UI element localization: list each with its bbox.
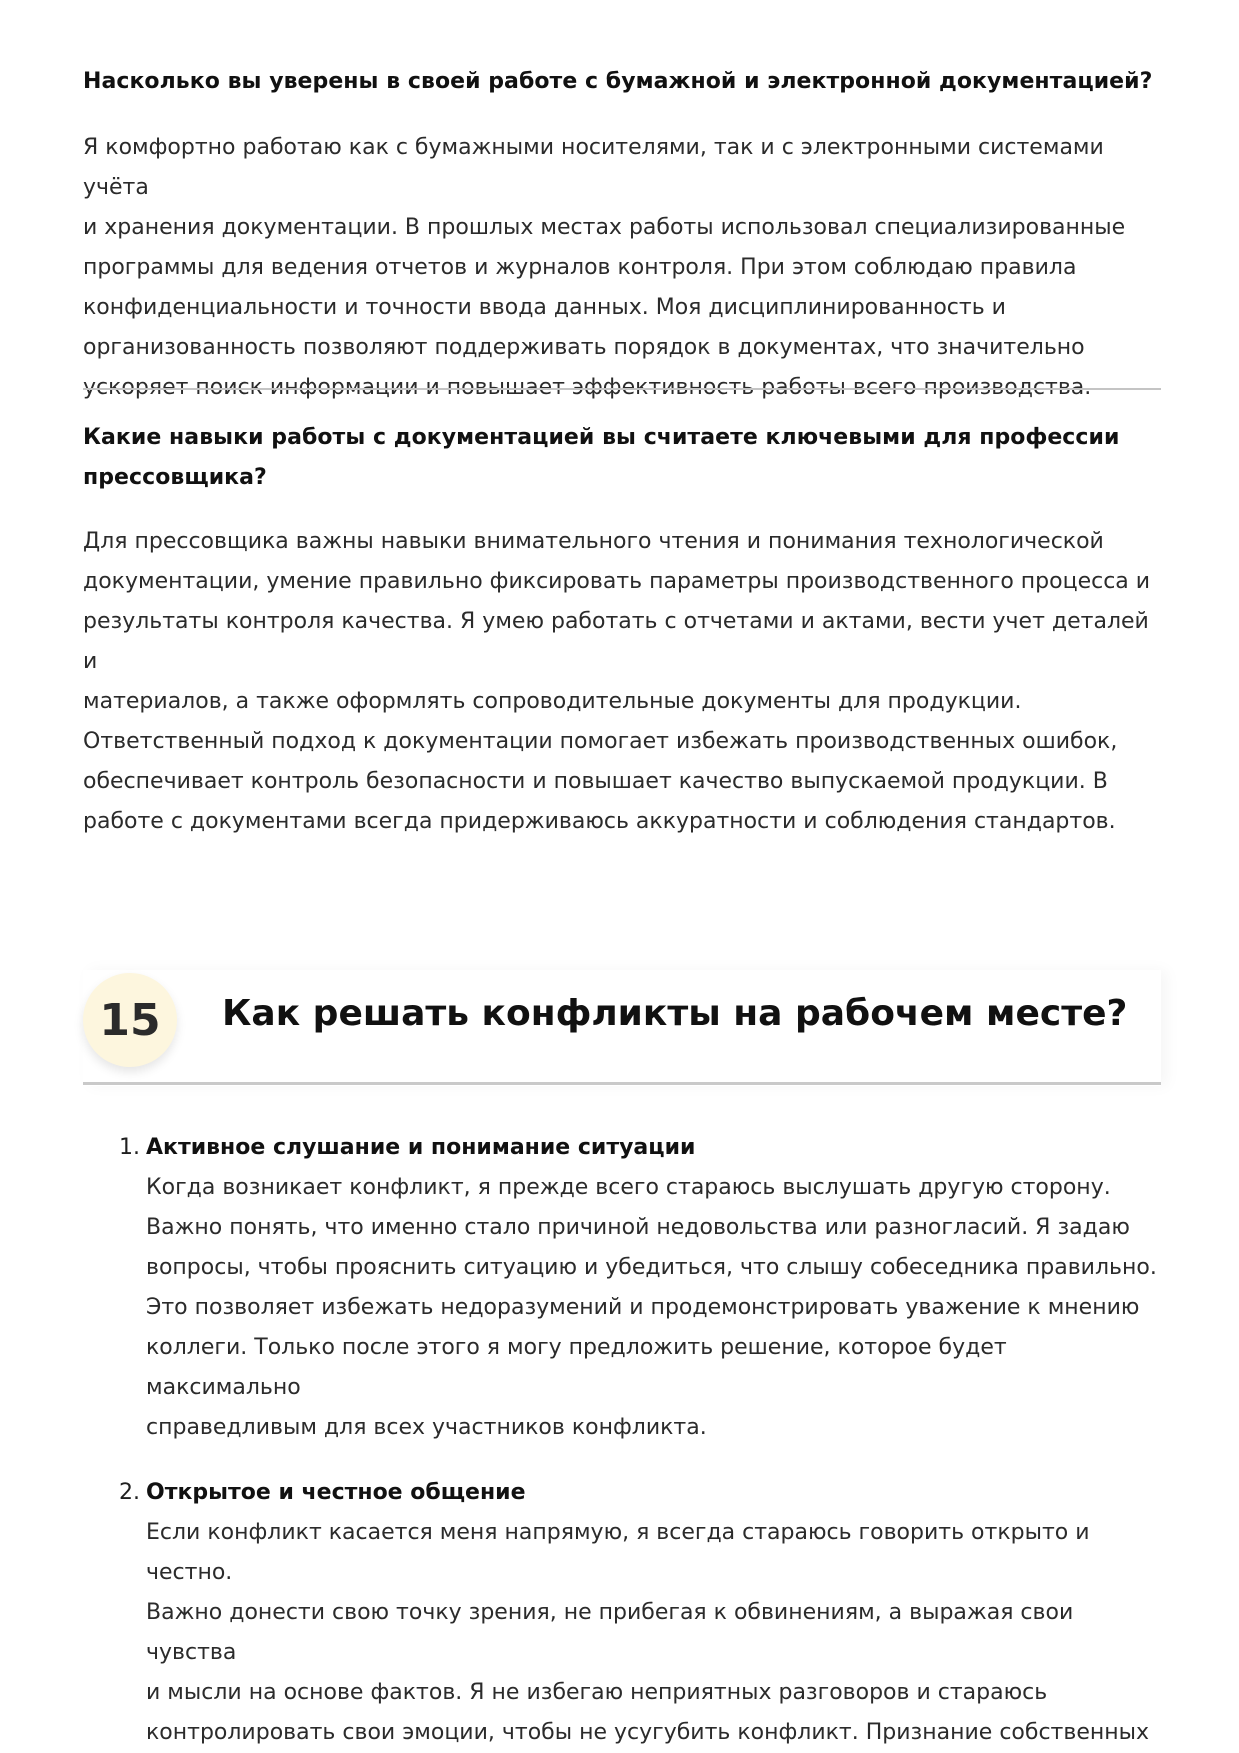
list-item-line: контролировать свои эмоции, чтобы не усугубить конфликт. Признание собственных	[146, 1720, 1150, 1745]
list-item-line: коллеги. Только после этого я могу предложить решение, которое будет максимально	[146, 1335, 1007, 1400]
list-item-line: Если конфликт касается меня напрямую, я всегда стараюсь говорить открыто и честно.	[146, 1520, 1090, 1585]
qa-answer	[83, 522, 1161, 842]
answer-line: ускоряет поиск информации и повышает эффективность работы всего производства.	[83, 375, 1092, 400]
answer-line: документации, умение правильно фиксировать параметры производственного процесса и	[83, 569, 1151, 594]
list-item-line: справедливым для всех участников конфликта.	[146, 1415, 707, 1440]
answer-line: Ответственный подход к документации помогает избежать производственных ошибок,	[83, 729, 1118, 754]
qa-question-line: прессовщика?	[83, 465, 267, 490]
list-item-line: Когда возникает конфликт, я прежде всего стараюсь выслушать другую сторону.	[146, 1175, 1111, 1200]
list-item-line: Важно понять, что именно стало причиной недовольства или разногласий. Я задаю	[146, 1215, 1130, 1240]
list-item	[83, 1128, 1161, 1448]
answer-line: материалов, а также оформлять сопроводительные документы для продукции.	[83, 689, 1022, 714]
conflict-list	[83, 1128, 1161, 1753]
qa-question: Насколько вы уверены в своей работе с бумажной и электронной документацией?	[83, 69, 1153, 94]
list-item-line: Это позволяет избежать недоразумений и продемонстрировать уважение к мнению	[146, 1295, 1140, 1320]
qa-block-1	[83, 62, 1161, 408]
list-item-title: Открытое и честное общение	[146, 1480, 526, 1505]
answer-line: работе с документами всегда придерживаюсь аккуратности и соблюдения стандартов.	[83, 809, 1116, 834]
qa-answer	[83, 128, 1161, 408]
answer-line: Для прессовщика важны навыки внимательного чтения и понимания технологической	[83, 529, 1104, 554]
answer-line: обеспечивает контроль безопасности и повышает качество выпускаемой продукции. В	[83, 769, 1108, 794]
list-item-line: Важно донести свою точку зрения, не прибегая к обвинениям, а выражая свои чувства	[146, 1600, 1074, 1665]
answer-line: конфиденциальности и точности ввода данных. Моя дисциплинированность и	[83, 295, 1006, 320]
answer-line: результаты контроля качества. Я умею работать с отчетами и актами, вести учет деталей и	[83, 609, 1149, 674]
section-number-badge: 15	[83, 973, 177, 1067]
answer-line: Я комфортно работаю как с бумажными носителями, так и с электронными системами учёта	[83, 135, 1104, 200]
answer-line: и хранения документации. В прошлых местах работы использовал специализированные	[83, 215, 1126, 240]
answer-line: организованность позволяют поддерживать порядок в документах, что значительно	[83, 335, 1085, 360]
qa-question-line: Какие навыки работы с документацией вы считаете ключевыми для профессии	[83, 425, 1120, 450]
divider	[83, 388, 1161, 390]
qa-block-2	[83, 418, 1161, 842]
list-item-title: Активное слушание и понимание ситуации	[146, 1135, 696, 1160]
list-item	[83, 1473, 1161, 1753]
answer-line: программы для ведения отчетов и журналов контроля. При этом соблюдаю правила	[83, 255, 1077, 280]
section-title: Как решать конфликты на рабочем месте?	[222, 993, 1128, 1034]
list-item-line: и мысли на основе фактов. Я не избегаю неприятных разговоров и стараюсь	[146, 1680, 1048, 1705]
section-divider	[83, 1082, 1161, 1085]
list-item-number: 2.	[119, 1480, 140, 1505]
list-item-number: 1.	[119, 1135, 140, 1160]
list-item-line: вопросы, чтобы прояснить ситуацию и убедиться, что слышу собеседника правильно.	[146, 1255, 1157, 1280]
section-header	[83, 970, 1161, 1086]
